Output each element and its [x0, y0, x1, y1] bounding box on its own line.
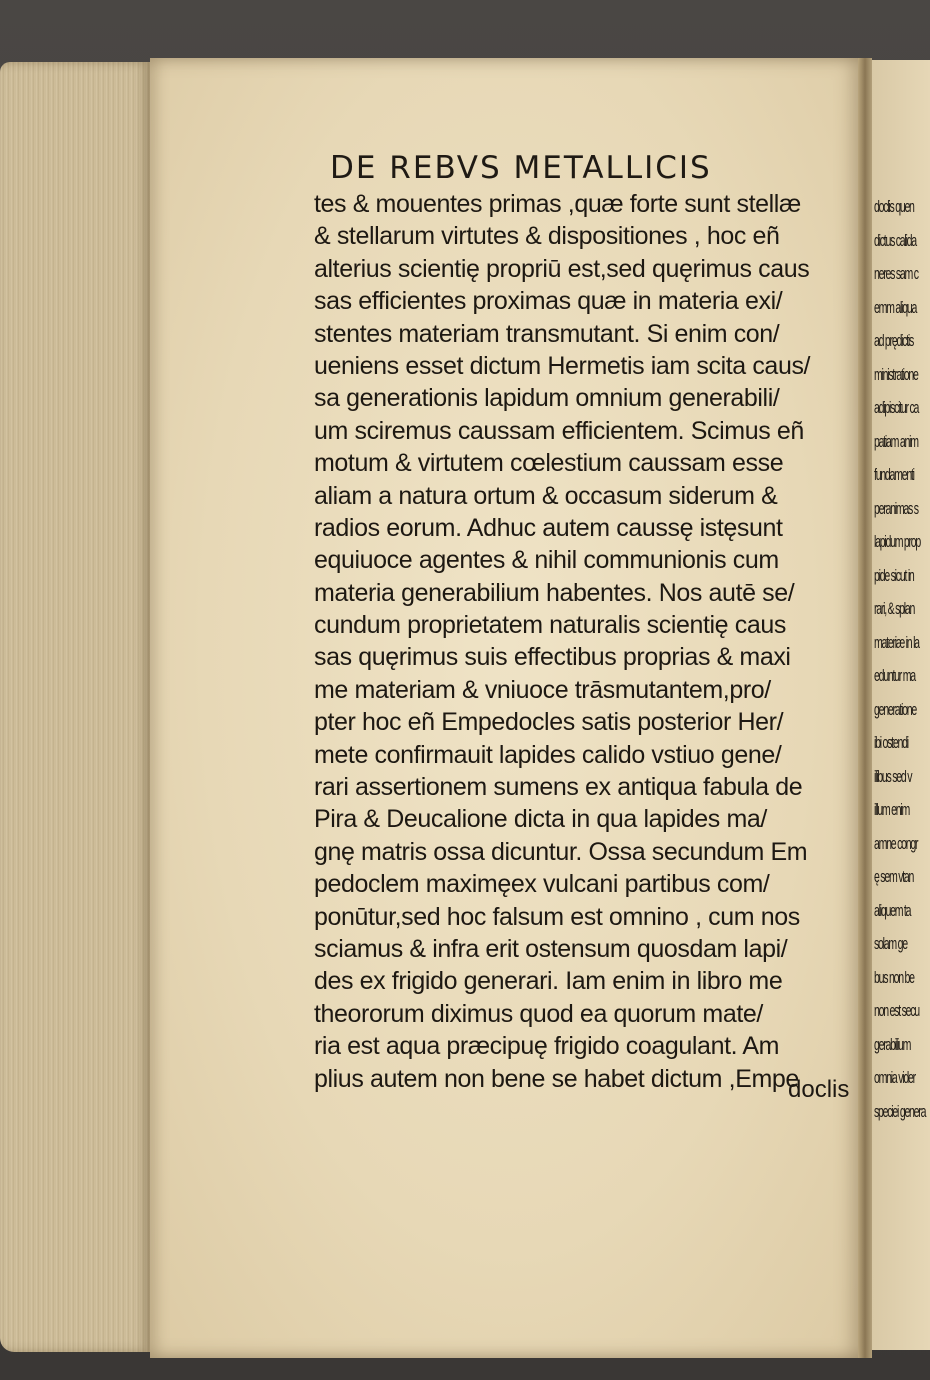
facing-page-line: generatione: [874, 699, 917, 719]
text-line: plius autem non bene se habet dictum ,Empe: [314, 1064, 799, 1093]
running-title: DE REBVS METALLICIS: [330, 150, 712, 186]
facing-page-line: materiæ in la: [874, 632, 919, 652]
text-line: me materiam & vniuoce trāsmutantem,pro/: [314, 675, 771, 704]
text-line: & stellarum virtutes & dispositiones , hoc eñ: [314, 222, 780, 251]
facing-page-line: ibi ostendi: [874, 733, 908, 752]
text-line: motum & virtutem cœlestium caussam esse: [314, 449, 784, 478]
text-line: ponūtur,sed hoc falsum est omnino , cum nos: [314, 902, 800, 931]
facing-page-line: solam ge: [874, 934, 907, 953]
facing-page-line: omnia vider: [874, 1068, 915, 1087]
text-line: ueniens esset dictum Hermetis iam scita caus/: [314, 351, 811, 380]
facing-page-line: lapidum prop: [874, 532, 921, 551]
facing-page-line: ministratione: [874, 364, 918, 384]
facing-page-line: dictus calida: [874, 230, 916, 250]
facing-page-line: neres sam c: [874, 264, 918, 283]
text-line: mete confirmauit lapides calido vstiuo gene/: [314, 740, 782, 769]
text-line: radios eorum. Adhuc autem caussę istęsunt: [314, 513, 783, 542]
text-block: [314, 188, 849, 1095]
facing-page-line: amne congr: [874, 833, 918, 853]
facing-page-line: adipiscitur ca: [874, 398, 919, 417]
facing-page-line: pide sicut in: [874, 565, 914, 585]
facing-page-line: rari, & splan: [874, 599, 915, 618]
facing-page-line: illum enim: [874, 800, 910, 819]
facing-page-line: ilibus sed v: [874, 766, 912, 786]
text-line: stentes materiam transmutant. Si enim con/: [314, 319, 780, 348]
facing-page-line: ad prędictis: [874, 331, 914, 350]
facing-page-line: aliquem ta: [874, 900, 911, 920]
facing-page-line: doclis quen: [874, 197, 914, 216]
text-line: materia generabilium habentes. Nos autē se/: [314, 578, 795, 607]
text-line: equiuoce agentes & nihil communionis cum: [314, 546, 779, 575]
facing-page-line: eduntur ma: [874, 666, 915, 685]
text-line: ria est aqua præcipuę frigido coagulant. Am: [314, 1032, 780, 1061]
facing-page-line: fundamenti: [874, 465, 914, 484]
text-line: des ex frigido generari. Iam enim in libro me: [314, 967, 783, 996]
facing-page-line: non est secu: [874, 1001, 919, 1020]
text-line: theororum diximus quod ea quorum mate/: [314, 999, 763, 1028]
facing-page-line: patiam anim: [874, 431, 918, 451]
text-line: alterius scientię propriū est,sed quęrimus caus: [314, 254, 810, 283]
text-line: sas efficientes proximas quæ in materia exi/: [314, 287, 783, 316]
text-line: cundum proprietatem naturalis scientię caus: [314, 611, 786, 640]
facing-page-line: peranimas s: [874, 498, 918, 518]
text-line: sciamus & infra erit ostensum quosdam lapi/: [314, 934, 788, 963]
book-gutter: [858, 58, 872, 1358]
facing-page-line: gerabilium: [874, 1034, 911, 1054]
text-line: sas quęrimus suis effectibus proprias & maxi: [314, 643, 791, 672]
text-line: um sciremus caussam efficientem. Scimus eñ: [314, 416, 804, 445]
text-line: pedoclem maximęex vulcani partibus com/: [314, 870, 770, 899]
text-line: aliam a natura ortum & occasum siderum &: [314, 481, 778, 510]
text-line: Pira & Deucalione dicta in qua lapides ma/: [314, 805, 767, 834]
facing-page-line: speciei genera: [874, 1101, 926, 1121]
text-line: rari assertionem sumens ex antiqua fabula de: [314, 773, 803, 802]
facing-page-line: ę sem vtan: [874, 867, 914, 886]
book-fore-edge: [0, 62, 150, 1352]
text-line: tes & mouentes primas ,quæ forte sunt stellæ: [314, 190, 801, 218]
facing-page-line: bus non be: [874, 967, 914, 987]
text-line: pter hoc eñ Empedocles satis posterior Her/: [314, 708, 784, 737]
text-line: gnę matris ossa dicuntur. Ossa secundum Em: [314, 837, 808, 866]
catchword: doclis: [788, 1076, 850, 1103]
facing-page-line: emm aliqua: [874, 297, 917, 317]
text-line: sa generationis lapidum omnium generabili/: [314, 384, 780, 413]
facing-page-text: [874, 190, 930, 1128]
